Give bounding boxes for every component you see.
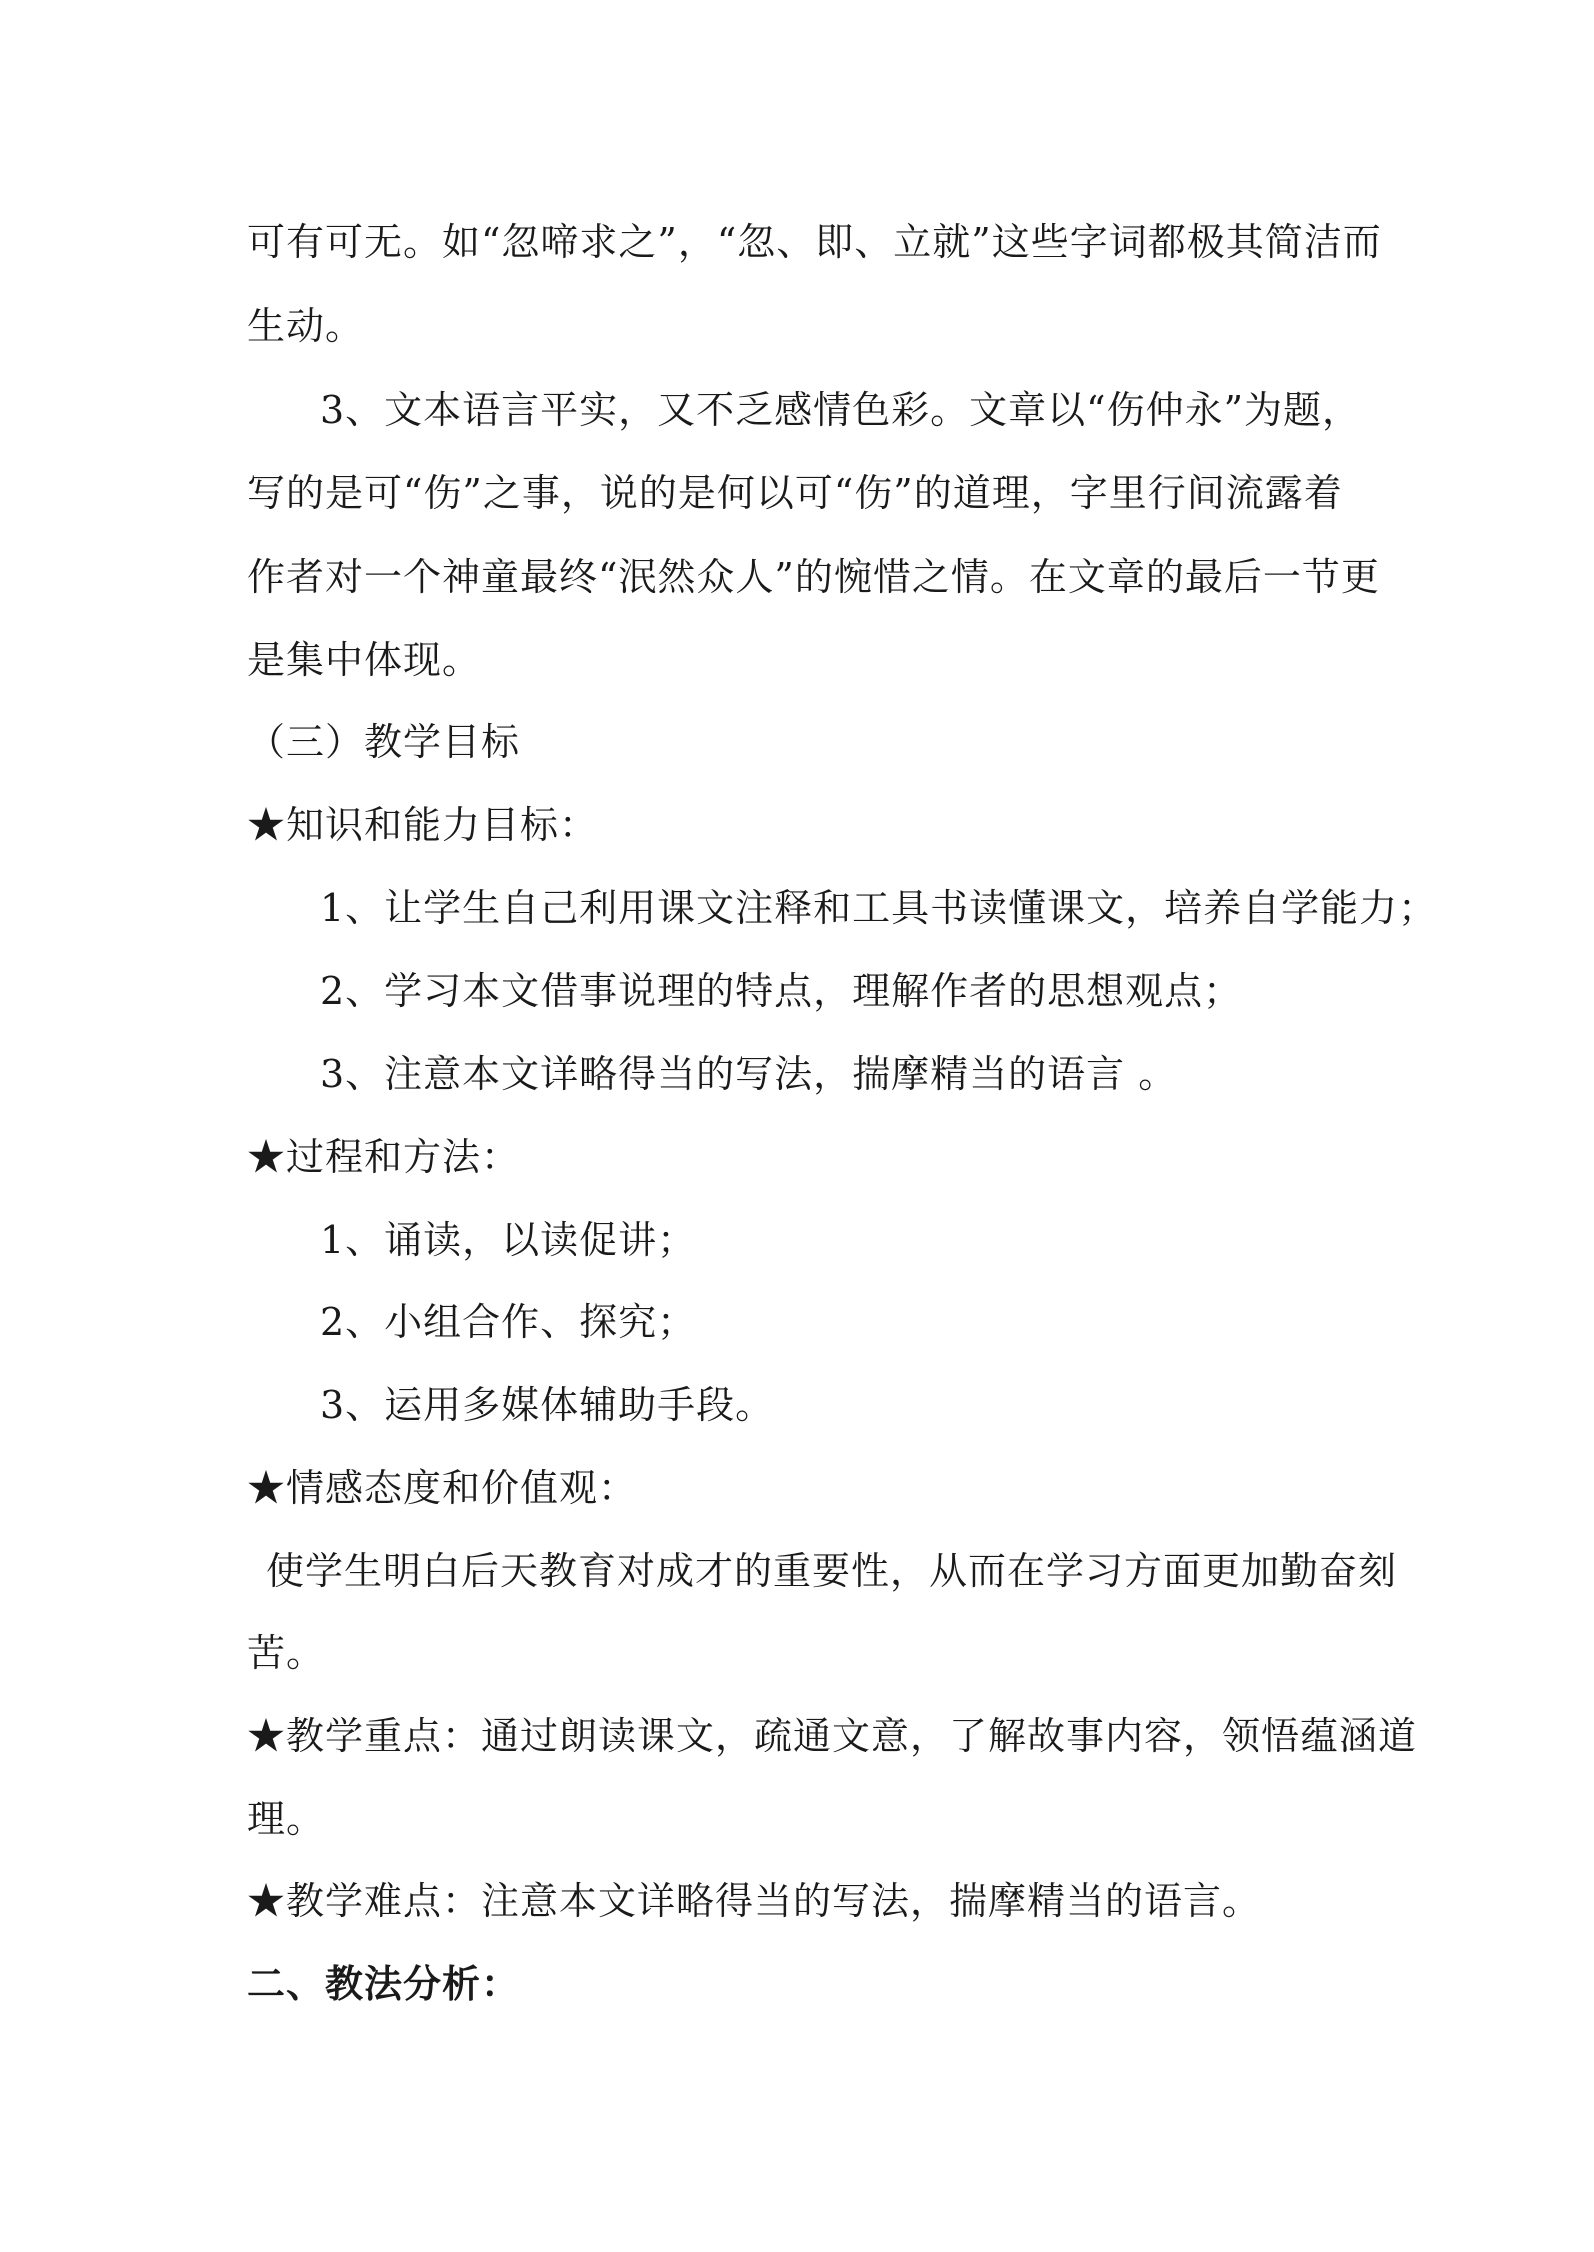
list-item: 1、让学生自己利用课文注释和工具书读懂课文，培养自学能力； — [320, 886, 1438, 930]
section-heading-teaching-goals: （三）教学目标 — [247, 720, 521, 764]
paragraph-line: 理。 — [247, 1797, 326, 1841]
paragraph-line: 是集中体现。 — [247, 638, 482, 682]
teaching-difficulty: ★教学难点：注意本文详略得当的写法，揣摩精当的语言。 — [247, 1879, 1262, 1923]
teaching-focus: ★教学重点：通过朗读课文，疏通文意，了解故事内容，领悟蕴涵道 — [247, 1714, 1418, 1758]
paragraph-line: 作者对一个神童最终“泯然众人”的惋惜之情。在文章的最后一节更 — [247, 555, 1380, 599]
paragraph-line: 写的是可“伤”之事，说的是何以可“伤”的道理，字里行间流露着 — [247, 471, 1343, 515]
list-item: 2、学习本文借事说理的特点，理解作者的思想观点； — [320, 969, 1243, 1013]
paragraph-line: 生动。 — [247, 304, 365, 348]
subheading-knowledge-ability: ★知识和能力目标： — [247, 803, 599, 847]
paragraph-line: 苦。 — [247, 1631, 326, 1675]
section-heading-teaching-method: 二、教法分析： — [247, 1961, 521, 2006]
list-item: 2、小组合作、探究； — [320, 1300, 697, 1344]
list-item: 3、运用多媒体辅助手段。 — [320, 1383, 775, 1427]
paragraph-line: 使学生明白后天教育对成才的重要性，从而在学习方面更加勤奋刻 — [266, 1549, 1398, 1593]
subheading-process-method: ★过程和方法： — [247, 1135, 521, 1179]
subheading-emotion-values: ★情感态度和价值观： — [247, 1466, 638, 1510]
list-item: 1、诵读，以读促讲； — [320, 1218, 697, 1262]
list-item: 3、注意本文详略得当的写法，揣摩精当的语言 。 — [320, 1052, 1178, 1096]
paragraph-line: 可有可无。如“忽啼求之”，“忽、即、立就”这些字词都极其简洁而 — [247, 220, 1382, 264]
paragraph-line: 3、文本语言平实，又不乏感情色彩。文章以“伤仲永”为题， — [320, 388, 1362, 432]
